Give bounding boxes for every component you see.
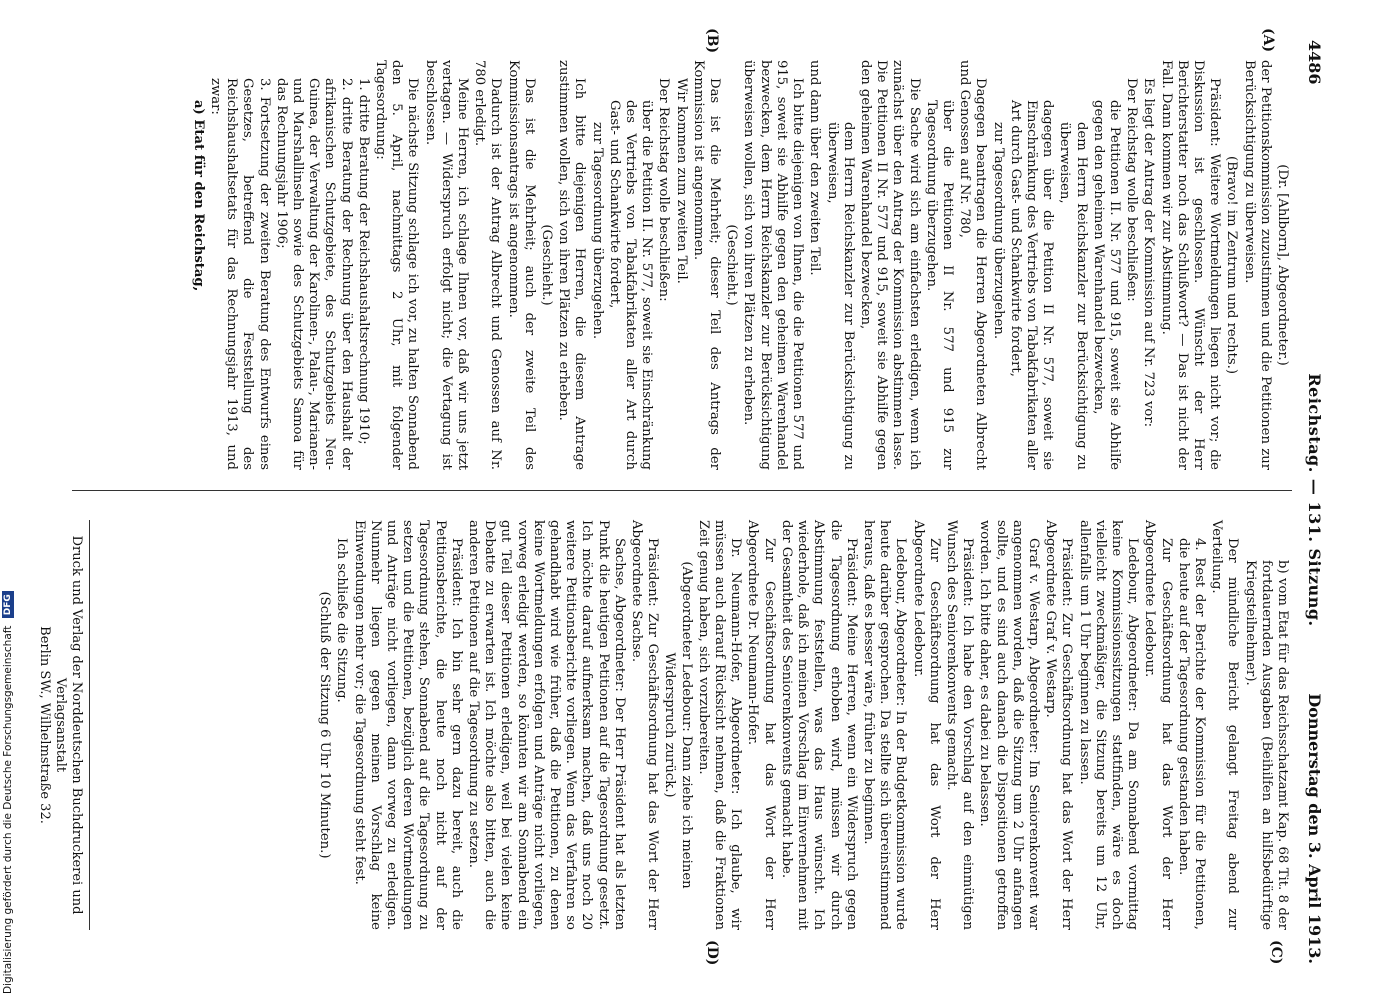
paragraph: Zur Geschäftsordnung hat das Wort der Herr Abgeordnete Ledebour. <box>910 520 942 930</box>
agenda-subitem: a) Etat für den Reichstag, <box>190 100 206 292</box>
paragraph: und dann über den zweiten Teil. <box>807 60 823 276</box>
page-number: 4486 <box>1305 40 1324 85</box>
paragraph: Ich schließe die Sitzung. <box>334 538 350 703</box>
agenda-item: 3. Fortsetzung der zweiten Beratung des Entwurfs eines Gesetzes, betreffend die Feststellung des Reichshaushaltsetats für das Rechnungsjahr 1913, und zwar: <box>208 78 272 470</box>
margin-mark-b: (B) <box>704 28 720 54</box>
printer-imprint <box>36 520 84 930</box>
paragraph: Der Reichstag wolle beschließen: <box>1124 78 1140 302</box>
footer-rule <box>89 520 90 930</box>
page-title: Reichstag. — 131. Sitzung. <box>1305 373 1324 627</box>
paragraph: die Petitionen II. Nr. 577 und 915, soweit sie Abhilfe gegen den geheimen Warenhandel bezwecken, <box>1090 100 1122 470</box>
interjection: (Geschieht.) <box>539 224 555 306</box>
speaker-context: (Dr. [Ahlborn], Abgeordneter.) <box>1275 164 1290 366</box>
paragraph: zur Tagesordnung überzugehen. <box>990 122 1006 340</box>
imprint-line-2: Berlin SW., Wilhelmstraße 32. <box>37 626 52 824</box>
left-column <box>189 60 1290 470</box>
margin-mark-d: (D) <box>704 940 720 966</box>
paragraph: über die Petition II. Nr. 577, soweit sie Einschränkung des Vertriebs von Tabakfabrikaten aller Art durch Gast- und Schankwirte fordert, <box>606 100 655 470</box>
paragraph: dem Herrn Reichskanzler zur Berücksichtigung zu überweisen, <box>824 122 856 470</box>
paragraph: Präsident: Ich habe den Vorschlag auf den einmütigen Wunsch des Seniorenkonvents gemacht. <box>943 520 976 930</box>
paragraph: Präsident: Zur Geschäftsordnung hat das Wort der Herr Abgeordnete Graf v. Westarp. <box>1043 520 1075 930</box>
interjection: (Bravo! im Zentrum und rechts.) <box>1224 155 1240 375</box>
paragraph: Präsident: Meine Herren, wenn ein Widerspruch gegen die Tagesordnung erhoben wird, müssen wir durch Abstimmung feststellen, was das Haus wünscht. Ich wiederhole, daß ich meinen Vorschlag im Einvernehmen mit der Gesamtheit des Seniorenkonvents gemacht habe. <box>778 520 859 930</box>
paragraph: über die Petitionen II Nr. 577 und 915 zur Tagesordnung überzugehen. <box>923 100 955 470</box>
paragraph: Meine Herren, ich schlage Ihnen vor, daß wir uns jetzt vertagen. — Widerspruch erfolgt nicht; die Vertagung ist beschlossen. <box>422 60 471 470</box>
digitization-note <box>0 594 16 994</box>
paragraph: Sachse, Abgeordneter: Der Herr Präsident hat als letzten Punkt die heutigen Petitionen auf die Tagesordnung gesetzt. Ich möchte darauf aufmerksam machen, daß uns noch 20 weitere Petitionsberichte vorliegen. Wenn das Verfahren so gehandhabt wird wie früher, daß die Petitionen, zu denen keine Wortmeldungen erfolgen und Anträge nicht vorliegen, vorweg erledigt werden, so könnten wir am Sonnabend ein gut Teil dieser Petitionen erledigen, weil bei vielen keine Debatte zu erwarten ist. Ich möchte also bitten, auch die anderen Petitionen auf die Tagesordnung zu setzen. <box>466 520 627 930</box>
session-date: Donnerstag den 3. April 1913. <box>1305 693 1324 964</box>
paragraph: Das ist die Mehrheit; auch der zweite Teil des Kommissionsantrags ist angenommen. <box>505 60 537 470</box>
session-close-note: (Schluß der Sitzung 6 Uhr 10 Minuten.) <box>317 591 333 859</box>
paragraph: Ledebour, Abgeordneter: In der Budgetkommission wurde heute darüber gesprochen. Da stellte sich übereinstimmend heraus, daß es besser wäre, früher zu beginnen. <box>860 520 909 930</box>
paragraph: Präsident: Ich bin sehr gern dazu bereit, auch die Petitionsberichte, die heute noch nicht auf der Tagesordnung stehen, Sonnabend auf die Tagesordnung zu setzen und die Petitionen, bezüglich deren Wortmeldungen und Anträge nicht vorliegen, dann vorweg zu erledigen. Nunmehr liegen gegen meinen Vorschlag keine Einwendungen mehr vor; die Tagesordnung steht fest. <box>351 520 464 930</box>
paragraph: Der Reichstag wolle beschließen: <box>656 78 672 302</box>
paragraph: Dagegen beantragen die Herren Abgeordneten Albrecht und Genossen auf Nr. 780, <box>957 60 989 470</box>
agenda-subitem: b) vom Etat für das Reichsschatzamt Kap. 68 Tit. 8 der fortdauernden Ausgaben (Beihilfen an hilfsbedürftige Kriegsteilnehmer). <box>1242 560 1290 930</box>
margin-mark-a: (A) <box>1260 28 1276 53</box>
agenda-item: 1. dritte Beratung der Reichshaushaltsrechnung 1910; <box>355 78 371 445</box>
paragraph: Zur Geschäftsordnung hat das Wort der Herr Abgeordnete Dr. Neumann-Hofer. <box>745 520 777 930</box>
paragraph: Wir kommen zum zweiten Teil. <box>673 78 689 284</box>
paragraph: Dadurch ist der Antrag Albrecht und Genossen auf Nr. 780 erledigt. <box>472 60 504 470</box>
paragraph: Ich bitte diejenigen von Ihnen, die die Petitionen 577 und 915, soweit sie Abhilfe gegen den geheimen Warenhandel bezwecken, dem Herrn Reichskanzler zur Berücksichtigung überweisen wollen, sich von ihren Plätzen zu erheben. <box>741 60 806 470</box>
paragraph: Es liegt der Antrag der Kommission auf Nr. 723 vor: <box>1141 78 1157 428</box>
page-header <box>1300 0 1322 1000</box>
agenda-item: 4. Rest der Berichte der Kommission für die Petitionen, die heute auf der Tagesordnung gestanden haben. <box>1175 538 1207 930</box>
right-column <box>315 520 1290 930</box>
paragraph: Ich bitte diejenigen Herren, die diesem Antrage zustimmen wollen, sich von ihren Plätzen zu erheben. <box>556 60 588 470</box>
imprint-line-1: Druck und Verlag der Norddeutschen Buchdruckerei und Verlagsanstalt <box>53 535 84 915</box>
paragraph: Zur Geschäftsordnung hat das Wort der Herr Abgeordnete Ledebour. <box>1142 520 1174 930</box>
paragraph: Ledebour, Abgeordneter: Da am Sonnabend vormittag keine Kommissionssitzungen stattfinden, wäre es doch vielleicht zweckmäßiger, die Sitzung bereits um 12 Uhr, allenfalls um 1 Uhr beginnen zu lassen. <box>1076 520 1141 930</box>
paragraph: dagegen über die Petition II Nr. 577, soweit sie Einschränkung des Vertriebs von Tabakfabrikaten aller Art durch Gast- und Schankwirte fordert, <box>1007 100 1056 470</box>
paragraph: zur Tagesordnung überzugehen. <box>589 122 605 340</box>
paragraph: Die nächste Sitzung schlage ich vor, zu halten Sonnabend den 5. April, nachmittags 2 Uhr, mit folgender Tagesordnung: <box>373 60 421 470</box>
document-page <box>10 0 1340 1000</box>
agenda-item: 2. dritte Beratung der Rechnung über den Haushalt der afrikanischen Schutzgebiete, des Schutzgebiets Neu-Guinea, der Verwaltung der Karolinen-, Palau-, Marianen- und Marshallinseln sowie des Schutzgebiets Samoa für das Rechnungsjahr 1906; <box>273 78 354 470</box>
digitization-text: Digitalisierung gefördert durch die Deutsche Forschungsgemeinschaft <box>2 625 14 994</box>
paragraph: dem Herrn Reichskanzler zur Berücksichtigung zu überweisen, <box>1057 122 1089 470</box>
interjection: (Abgeordneter Ledebour: Dann ziehe ich meinen Widerspruch zurück.) <box>662 561 694 889</box>
paragraph: Präsident: Weitere Wortmeldungen liegen nicht vor; die Diskussion ist geschlossen. Wünscht der Herr Berichterstatter noch das Schlußwort? — Das ist nicht der Fall. Dann kommen wir zur Abstimmung. <box>1158 60 1223 470</box>
paragraph: Präsident: Zur Geschäftsordnung hat das Wort der Herr Abgeordnete Sachse. <box>629 520 661 930</box>
column-divider <box>72 490 1292 491</box>
paragraph: Graf v. Westarp, Abgeordneter: Im Seniorenkonvent war angenommen worden, daß die Sitzung um 2 Uhr anfangen sollte, und es sind auch danach die Dispositionen getroffen worden. Ich bitte daher, es dabei zu belassen. <box>977 520 1041 930</box>
paragraph: Die Sache wird sich am einfachsten erledigen, wenn ich zunächst über den Antrag der Kommission abstimmen lasse. Die Petitionen II Nr. 577 und 915, soweit sie Abhilfe gegen den geheimen Warenhandel bezwecken, <box>857 60 922 470</box>
interjection: (Geschieht.) <box>724 224 740 306</box>
paragraph: Der mündliche Bericht gelangt Freitag abend zur Verteilung. <box>1209 520 1241 930</box>
paragraph: Das ist die Mehrheit; dieser Teil des Antrags der Kommission ist angenommen. <box>690 60 723 470</box>
paragraph: Dr. Neumann-Hofer, Abgeordneter: Ich glaube, wir müssen auch darauf Rücksicht nehmen, daß die Fraktionen Zeit genug haben, sich vorzubereiten. <box>695 520 744 930</box>
margin-mark-c: (C) <box>1268 940 1284 965</box>
paragraph: der Petitionskommission zuzustimmen und die Petitionen zur Berücksichtigung zu überweisen. <box>1241 60 1273 470</box>
dfg-logo: DFG <box>2 591 14 618</box>
